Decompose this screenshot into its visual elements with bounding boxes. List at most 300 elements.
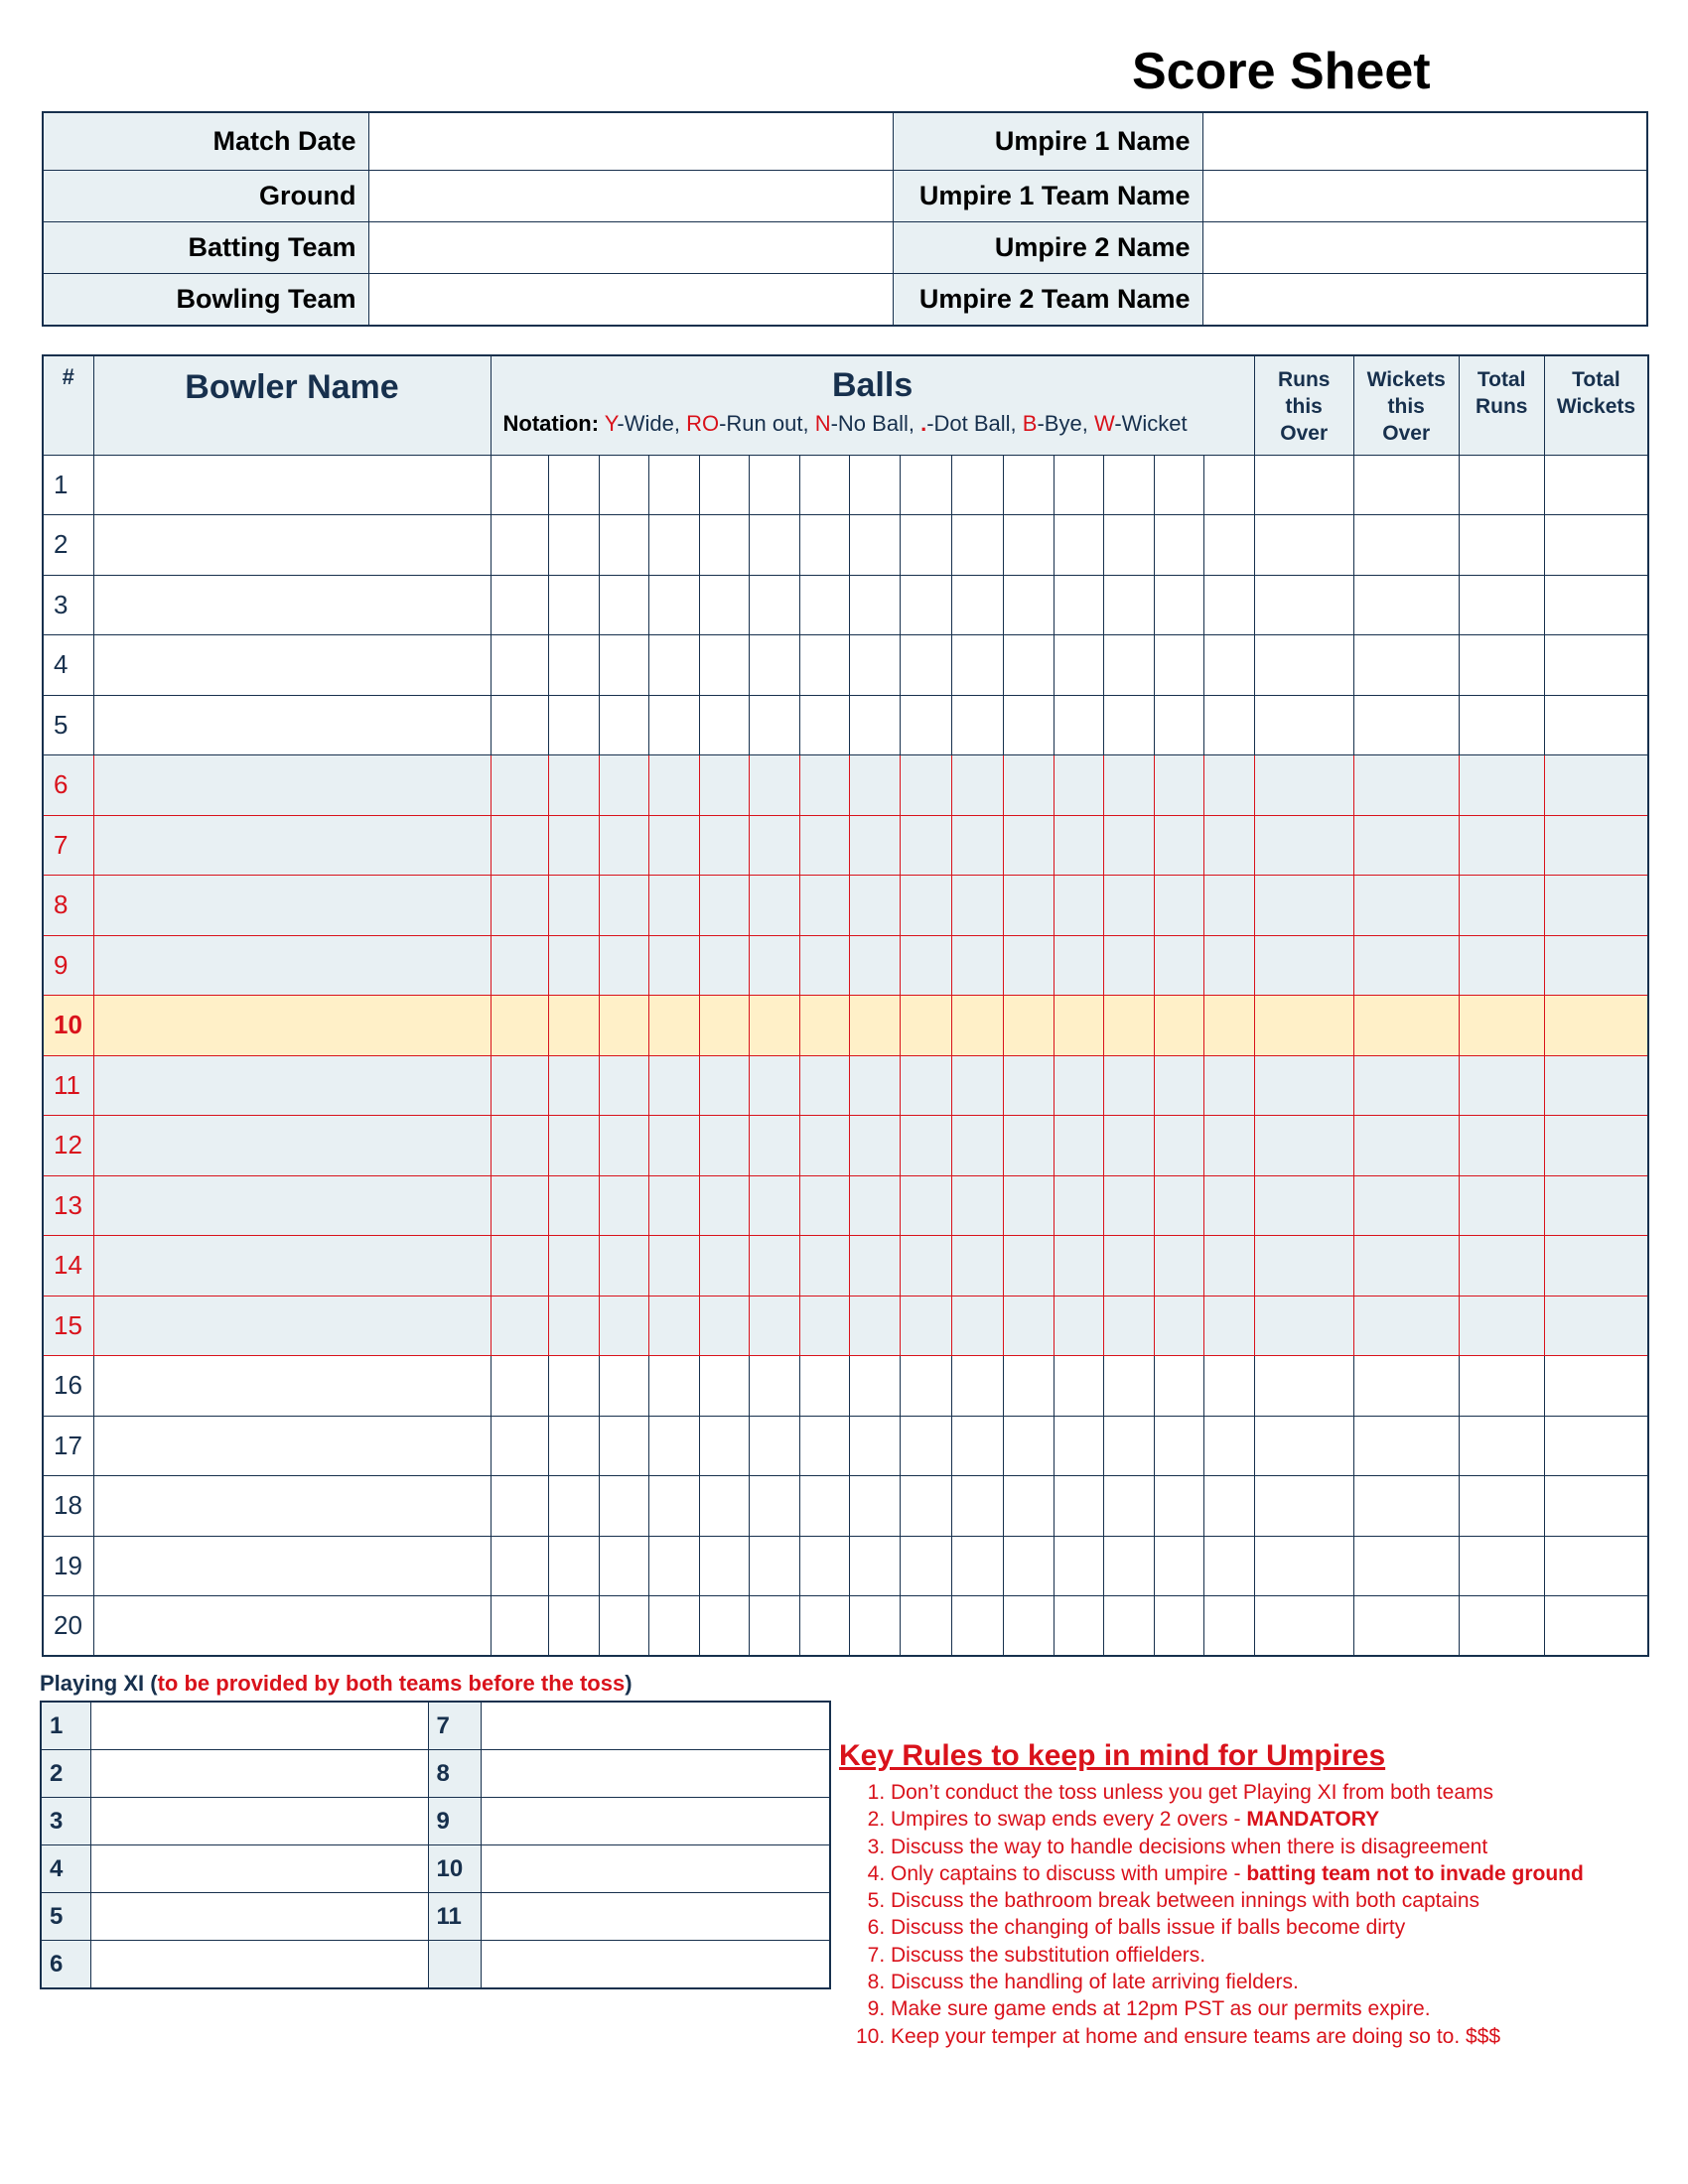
ball-cell[interactable] (849, 1296, 900, 1356)
bowler-name-cell[interactable] (93, 815, 491, 876)
ball-cell[interactable] (599, 755, 648, 816)
ball-cell[interactable] (548, 1055, 599, 1116)
ball-cell[interactable] (1103, 876, 1154, 936)
ball-cell[interactable] (1154, 635, 1203, 696)
ball-cell[interactable] (1054, 1296, 1103, 1356)
ball-cell[interactable] (749, 1356, 799, 1417)
ball-cell[interactable] (599, 815, 648, 876)
ball-cell[interactable] (648, 1356, 699, 1417)
ball-cell[interactable] (900, 635, 951, 696)
ball-cell[interactable] (1203, 755, 1254, 816)
player-name-field[interactable] (481, 1893, 830, 1941)
player-name-field[interactable] (481, 1798, 830, 1845)
ball-cell[interactable] (951, 1356, 1003, 1417)
ball-cell[interactable] (849, 1476, 900, 1537)
ball-cell[interactable] (1154, 755, 1203, 816)
player-name-field[interactable] (90, 1845, 428, 1893)
ball-cell[interactable] (1003, 635, 1054, 696)
ball-cell[interactable] (599, 1055, 648, 1116)
ball-cell[interactable] (1103, 575, 1154, 635)
bowler-name-cell[interactable] (93, 515, 491, 576)
ball-cell[interactable] (491, 876, 548, 936)
ball-cell[interactable] (648, 1476, 699, 1537)
ball-cell[interactable] (1154, 1596, 1203, 1657)
total-runs-cell[interactable] (1459, 1236, 1544, 1297)
ball-cell[interactable] (648, 1536, 699, 1596)
ball-cell[interactable] (1154, 1416, 1203, 1476)
ball-cell[interactable] (799, 695, 849, 755)
ball-cell[interactable] (951, 815, 1003, 876)
total-runs-cell[interactable] (1459, 935, 1544, 996)
ball-cell[interactable] (951, 1236, 1003, 1297)
ball-cell[interactable] (548, 935, 599, 996)
wickets-this-over-cell[interactable] (1353, 1236, 1459, 1297)
ball-cell[interactable] (1203, 635, 1254, 696)
ball-cell[interactable] (749, 876, 799, 936)
ball-cell[interactable] (599, 935, 648, 996)
ball-cell[interactable] (1054, 1596, 1103, 1657)
ball-cell[interactable] (1003, 1416, 1054, 1476)
ball-cell[interactable] (699, 996, 749, 1056)
ball-cell[interactable] (648, 1175, 699, 1236)
ball-cell[interactable] (1154, 1175, 1203, 1236)
ball-cell[interactable] (951, 1175, 1003, 1236)
wickets-this-over-cell[interactable] (1353, 695, 1459, 755)
ball-cell[interactable] (599, 695, 648, 755)
ball-cell[interactable] (1203, 1476, 1254, 1537)
ball-cell[interactable] (1154, 1116, 1203, 1176)
runs-this-over-cell[interactable] (1254, 935, 1353, 996)
ball-cell[interactable] (648, 1296, 699, 1356)
ball-cell[interactable] (599, 1536, 648, 1596)
wickets-this-over-cell[interactable] (1353, 935, 1459, 996)
ball-cell[interactable] (799, 455, 849, 515)
ball-cell[interactable] (599, 455, 648, 515)
total-runs-cell[interactable] (1459, 1416, 1544, 1476)
player-name-field[interactable] (481, 1845, 830, 1893)
total-wickets-cell[interactable] (1544, 815, 1648, 876)
ball-cell[interactable] (648, 755, 699, 816)
ball-cell[interactable] (648, 1116, 699, 1176)
ball-cell[interactable] (900, 515, 951, 576)
ball-cell[interactable] (1003, 575, 1054, 635)
runs-this-over-cell[interactable] (1254, 1055, 1353, 1116)
ball-cell[interactable] (1103, 1596, 1154, 1657)
ball-cell[interactable] (548, 1296, 599, 1356)
ball-cell[interactable] (648, 1596, 699, 1657)
ball-cell[interactable] (548, 1596, 599, 1657)
ball-cell[interactable] (1054, 575, 1103, 635)
ball-cell[interactable] (900, 815, 951, 876)
ball-cell[interactable] (1103, 935, 1154, 996)
runs-this-over-cell[interactable] (1254, 996, 1353, 1056)
ball-cell[interactable] (1054, 1055, 1103, 1116)
ball-cell[interactable] (1054, 515, 1103, 576)
ball-cell[interactable] (900, 755, 951, 816)
wickets-this-over-cell[interactable] (1353, 455, 1459, 515)
runs-this-over-cell[interactable] (1254, 1476, 1353, 1537)
total-wickets-cell[interactable] (1544, 695, 1648, 755)
bowling-team-field[interactable] (368, 274, 893, 327)
ball-cell[interactable] (699, 1536, 749, 1596)
ball-cell[interactable] (491, 815, 548, 876)
ball-cell[interactable] (1003, 1236, 1054, 1297)
ball-cell[interactable] (1103, 1536, 1154, 1596)
ball-cell[interactable] (749, 455, 799, 515)
ball-cell[interactable] (491, 515, 548, 576)
ball-cell[interactable] (548, 1416, 599, 1476)
runs-this-over-cell[interactable] (1254, 815, 1353, 876)
ball-cell[interactable] (491, 1175, 548, 1236)
ball-cell[interactable] (699, 1175, 749, 1236)
total-wickets-cell[interactable] (1544, 996, 1648, 1056)
ball-cell[interactable] (491, 1596, 548, 1657)
ball-cell[interactable] (599, 575, 648, 635)
ball-cell[interactable] (491, 1416, 548, 1476)
ball-cell[interactable] (799, 1596, 849, 1657)
total-runs-cell[interactable] (1459, 1536, 1544, 1596)
wickets-this-over-cell[interactable] (1353, 1055, 1459, 1116)
ball-cell[interactable] (1103, 1296, 1154, 1356)
total-runs-cell[interactable] (1459, 455, 1544, 515)
ball-cell[interactable] (491, 635, 548, 696)
ball-cell[interactable] (1154, 515, 1203, 576)
bowler-name-cell[interactable] (93, 635, 491, 696)
ball-cell[interactable] (900, 935, 951, 996)
ball-cell[interactable] (648, 815, 699, 876)
ball-cell[interactable] (951, 755, 1003, 816)
ball-cell[interactable] (799, 755, 849, 816)
total-runs-cell[interactable] (1459, 1175, 1544, 1236)
bowler-name-cell[interactable] (93, 1175, 491, 1236)
ball-cell[interactable] (1054, 1175, 1103, 1236)
ball-cell[interactable] (648, 455, 699, 515)
ball-cell[interactable] (1154, 575, 1203, 635)
ball-cell[interactable] (1003, 1356, 1054, 1417)
ball-cell[interactable] (548, 575, 599, 635)
ball-cell[interactable] (1203, 1236, 1254, 1297)
ball-cell[interactable] (699, 1416, 749, 1476)
ball-cell[interactable] (900, 996, 951, 1056)
ball-cell[interactable] (491, 455, 548, 515)
ball-cell[interactable] (849, 1116, 900, 1176)
ball-cell[interactable] (699, 1476, 749, 1537)
ball-cell[interactable] (1003, 876, 1054, 936)
ball-cell[interactable] (1203, 1175, 1254, 1236)
wickets-this-over-cell[interactable] (1353, 1116, 1459, 1176)
ball-cell[interactable] (1203, 876, 1254, 936)
ball-cell[interactable] (900, 455, 951, 515)
ball-cell[interactable] (849, 1236, 900, 1297)
ball-cell[interactable] (749, 935, 799, 996)
ball-cell[interactable] (1154, 1055, 1203, 1116)
ball-cell[interactable] (1003, 815, 1054, 876)
ball-cell[interactable] (1103, 1055, 1154, 1116)
ball-cell[interactable] (799, 1476, 849, 1537)
ball-cell[interactable] (1103, 996, 1154, 1056)
ball-cell[interactable] (1103, 1476, 1154, 1537)
ball-cell[interactable] (1054, 1116, 1103, 1176)
ball-cell[interactable] (799, 815, 849, 876)
total-wickets-cell[interactable] (1544, 455, 1648, 515)
wickets-this-over-cell[interactable] (1353, 755, 1459, 816)
ball-cell[interactable] (1154, 1536, 1203, 1596)
wickets-this-over-cell[interactable] (1353, 1356, 1459, 1417)
ball-cell[interactable] (548, 1536, 599, 1596)
ball-cell[interactable] (699, 1236, 749, 1297)
ball-cell[interactable] (1054, 1416, 1103, 1476)
ball-cell[interactable] (749, 1175, 799, 1236)
total-wickets-cell[interactable] (1544, 635, 1648, 696)
runs-this-over-cell[interactable] (1254, 1296, 1353, 1356)
ball-cell[interactable] (799, 1175, 849, 1236)
ball-cell[interactable] (849, 515, 900, 576)
ball-cell[interactable] (599, 1296, 648, 1356)
ball-cell[interactable] (749, 1296, 799, 1356)
ball-cell[interactable] (699, 935, 749, 996)
ball-cell[interactable] (799, 1236, 849, 1297)
ball-cell[interactable] (900, 1175, 951, 1236)
ball-cell[interactable] (1054, 1356, 1103, 1417)
ball-cell[interactable] (599, 635, 648, 696)
ball-cell[interactable] (1203, 1296, 1254, 1356)
player-name-field[interactable] (481, 1941, 830, 1989)
ball-cell[interactable] (749, 635, 799, 696)
ball-cell[interactable] (799, 635, 849, 696)
total-runs-cell[interactable] (1459, 515, 1544, 576)
ball-cell[interactable] (1003, 455, 1054, 515)
ball-cell[interactable] (951, 1536, 1003, 1596)
ball-cell[interactable] (1203, 1356, 1254, 1417)
ball-cell[interactable] (1154, 935, 1203, 996)
wickets-this-over-cell[interactable] (1353, 1296, 1459, 1356)
ball-cell[interactable] (1103, 1356, 1154, 1417)
wickets-this-over-cell[interactable] (1353, 1536, 1459, 1596)
ball-cell[interactable] (491, 1116, 548, 1176)
ball-cell[interactable] (1103, 1236, 1154, 1297)
ball-cell[interactable] (1203, 996, 1254, 1056)
ball-cell[interactable] (849, 815, 900, 876)
total-runs-cell[interactable] (1459, 695, 1544, 755)
ball-cell[interactable] (1103, 1175, 1154, 1236)
ball-cell[interactable] (1054, 755, 1103, 816)
ball-cell[interactable] (548, 876, 599, 936)
ball-cell[interactable] (548, 515, 599, 576)
ball-cell[interactable] (799, 1055, 849, 1116)
ball-cell[interactable] (799, 1296, 849, 1356)
ball-cell[interactable] (799, 1116, 849, 1176)
ball-cell[interactable] (900, 575, 951, 635)
ball-cell[interactable] (648, 935, 699, 996)
total-runs-cell[interactable] (1459, 1055, 1544, 1116)
ball-cell[interactable] (699, 635, 749, 696)
wickets-this-over-cell[interactable] (1353, 1416, 1459, 1476)
ball-cell[interactable] (599, 1356, 648, 1417)
ball-cell[interactable] (1003, 996, 1054, 1056)
ball-cell[interactable] (951, 996, 1003, 1056)
wickets-this-over-cell[interactable] (1353, 1476, 1459, 1537)
ball-cell[interactable] (849, 1356, 900, 1417)
bowler-name-cell[interactable] (93, 1596, 491, 1657)
ball-cell[interactable] (1054, 815, 1103, 876)
ball-cell[interactable] (699, 695, 749, 755)
total-runs-cell[interactable] (1459, 755, 1544, 816)
ball-cell[interactable] (548, 755, 599, 816)
ball-cell[interactable] (1003, 1536, 1054, 1596)
ball-cell[interactable] (599, 515, 648, 576)
ball-cell[interactable] (648, 876, 699, 936)
total-wickets-cell[interactable] (1544, 1596, 1648, 1657)
total-runs-cell[interactable] (1459, 575, 1544, 635)
ball-cell[interactable] (900, 1356, 951, 1417)
ball-cell[interactable] (849, 1536, 900, 1596)
ball-cell[interactable] (491, 1296, 548, 1356)
ball-cell[interactable] (951, 455, 1003, 515)
ball-cell[interactable] (1103, 695, 1154, 755)
ball-cell[interactable] (648, 996, 699, 1056)
player-name-field[interactable] (481, 1702, 830, 1750)
ball-cell[interactable] (648, 1055, 699, 1116)
ball-cell[interactable] (900, 695, 951, 755)
wickets-this-over-cell[interactable] (1353, 876, 1459, 936)
player-name-field[interactable] (90, 1702, 428, 1750)
total-wickets-cell[interactable] (1544, 1055, 1648, 1116)
total-runs-cell[interactable] (1459, 1596, 1544, 1657)
player-name-field[interactable] (481, 1750, 830, 1798)
ball-cell[interactable] (951, 1476, 1003, 1537)
ball-cell[interactable] (951, 1296, 1003, 1356)
total-wickets-cell[interactable] (1544, 575, 1648, 635)
ball-cell[interactable] (1003, 1175, 1054, 1236)
ball-cell[interactable] (1154, 455, 1203, 515)
ball-cell[interactable] (1203, 1416, 1254, 1476)
ball-cell[interactable] (699, 876, 749, 936)
ball-cell[interactable] (849, 755, 900, 816)
bowler-name-cell[interactable] (93, 755, 491, 816)
runs-this-over-cell[interactable] (1254, 515, 1353, 576)
total-wickets-cell[interactable] (1544, 935, 1648, 996)
ball-cell[interactable] (1103, 1116, 1154, 1176)
ball-cell[interactable] (900, 1296, 951, 1356)
ball-cell[interactable] (1203, 515, 1254, 576)
ball-cell[interactable] (648, 575, 699, 635)
ball-cell[interactable] (1203, 1536, 1254, 1596)
runs-this-over-cell[interactable] (1254, 635, 1353, 696)
ball-cell[interactable] (1103, 635, 1154, 696)
ball-cell[interactable] (1003, 935, 1054, 996)
ground-field[interactable] (368, 171, 893, 222)
ball-cell[interactable] (699, 1356, 749, 1417)
ball-cell[interactable] (749, 996, 799, 1056)
total-wickets-cell[interactable] (1544, 1416, 1648, 1476)
ball-cell[interactable] (749, 1416, 799, 1476)
ball-cell[interactable] (699, 1116, 749, 1176)
ball-cell[interactable] (849, 876, 900, 936)
bowler-name-cell[interactable] (93, 1476, 491, 1537)
ball-cell[interactable] (491, 1536, 548, 1596)
ball-cell[interactable] (1054, 1236, 1103, 1297)
total-wickets-cell[interactable] (1544, 1356, 1648, 1417)
ball-cell[interactable] (799, 1416, 849, 1476)
ball-cell[interactable] (951, 575, 1003, 635)
total-runs-cell[interactable] (1459, 1116, 1544, 1176)
ball-cell[interactable] (548, 635, 599, 696)
ball-cell[interactable] (1103, 455, 1154, 515)
ball-cell[interactable] (849, 635, 900, 696)
total-runs-cell[interactable] (1459, 635, 1544, 696)
ball-cell[interactable] (799, 1356, 849, 1417)
ball-cell[interactable] (749, 695, 799, 755)
umpire2-name-field[interactable] (1202, 222, 1647, 274)
player-name-field[interactable] (90, 1798, 428, 1845)
ball-cell[interactable] (1103, 755, 1154, 816)
ball-cell[interactable] (749, 1596, 799, 1657)
ball-cell[interactable] (599, 1476, 648, 1537)
ball-cell[interactable] (1003, 695, 1054, 755)
ball-cell[interactable] (491, 1236, 548, 1297)
total-wickets-cell[interactable] (1544, 1236, 1648, 1297)
total-wickets-cell[interactable] (1544, 755, 1648, 816)
ball-cell[interactable] (951, 1116, 1003, 1176)
total-runs-cell[interactable] (1459, 1356, 1544, 1417)
total-runs-cell[interactable] (1459, 876, 1544, 936)
bowler-name-cell[interactable] (93, 1116, 491, 1176)
bowler-name-cell[interactable] (93, 996, 491, 1056)
ball-cell[interactable] (749, 575, 799, 635)
ball-cell[interactable] (849, 455, 900, 515)
ball-cell[interactable] (1003, 1296, 1054, 1356)
runs-this-over-cell[interactable] (1254, 575, 1353, 635)
ball-cell[interactable] (548, 1116, 599, 1176)
ball-cell[interactable] (849, 1416, 900, 1476)
bowler-name-cell[interactable] (93, 575, 491, 635)
batting-team-field[interactable] (368, 222, 893, 274)
ball-cell[interactable] (900, 1536, 951, 1596)
ball-cell[interactable] (548, 1356, 599, 1417)
ball-cell[interactable] (548, 815, 599, 876)
ball-cell[interactable] (699, 575, 749, 635)
ball-cell[interactable] (1054, 635, 1103, 696)
total-runs-cell[interactable] (1459, 996, 1544, 1056)
ball-cell[interactable] (1154, 815, 1203, 876)
ball-cell[interactable] (548, 1236, 599, 1297)
total-wickets-cell[interactable] (1544, 1175, 1648, 1236)
bowler-name-cell[interactable] (93, 1536, 491, 1596)
ball-cell[interactable] (849, 1175, 900, 1236)
ball-cell[interactable] (900, 1476, 951, 1537)
ball-cell[interactable] (699, 455, 749, 515)
ball-cell[interactable] (1003, 515, 1054, 576)
bowler-name-cell[interactable] (93, 1296, 491, 1356)
ball-cell[interactable] (1103, 515, 1154, 576)
ball-cell[interactable] (599, 1596, 648, 1657)
ball-cell[interactable] (1154, 1236, 1203, 1297)
total-runs-cell[interactable] (1459, 1476, 1544, 1537)
match-date-field[interactable] (368, 112, 893, 171)
ball-cell[interactable] (1054, 1536, 1103, 1596)
ball-cell[interactable] (849, 935, 900, 996)
ball-cell[interactable] (951, 635, 1003, 696)
ball-cell[interactable] (1003, 1596, 1054, 1657)
ball-cell[interactable] (900, 1055, 951, 1116)
ball-cell[interactable] (951, 876, 1003, 936)
ball-cell[interactable] (1203, 455, 1254, 515)
ball-cell[interactable] (799, 575, 849, 635)
runs-this-over-cell[interactable] (1254, 1596, 1353, 1657)
wickets-this-over-cell[interactable] (1353, 1175, 1459, 1236)
ball-cell[interactable] (548, 996, 599, 1056)
bowler-name-cell[interactable] (93, 1416, 491, 1476)
